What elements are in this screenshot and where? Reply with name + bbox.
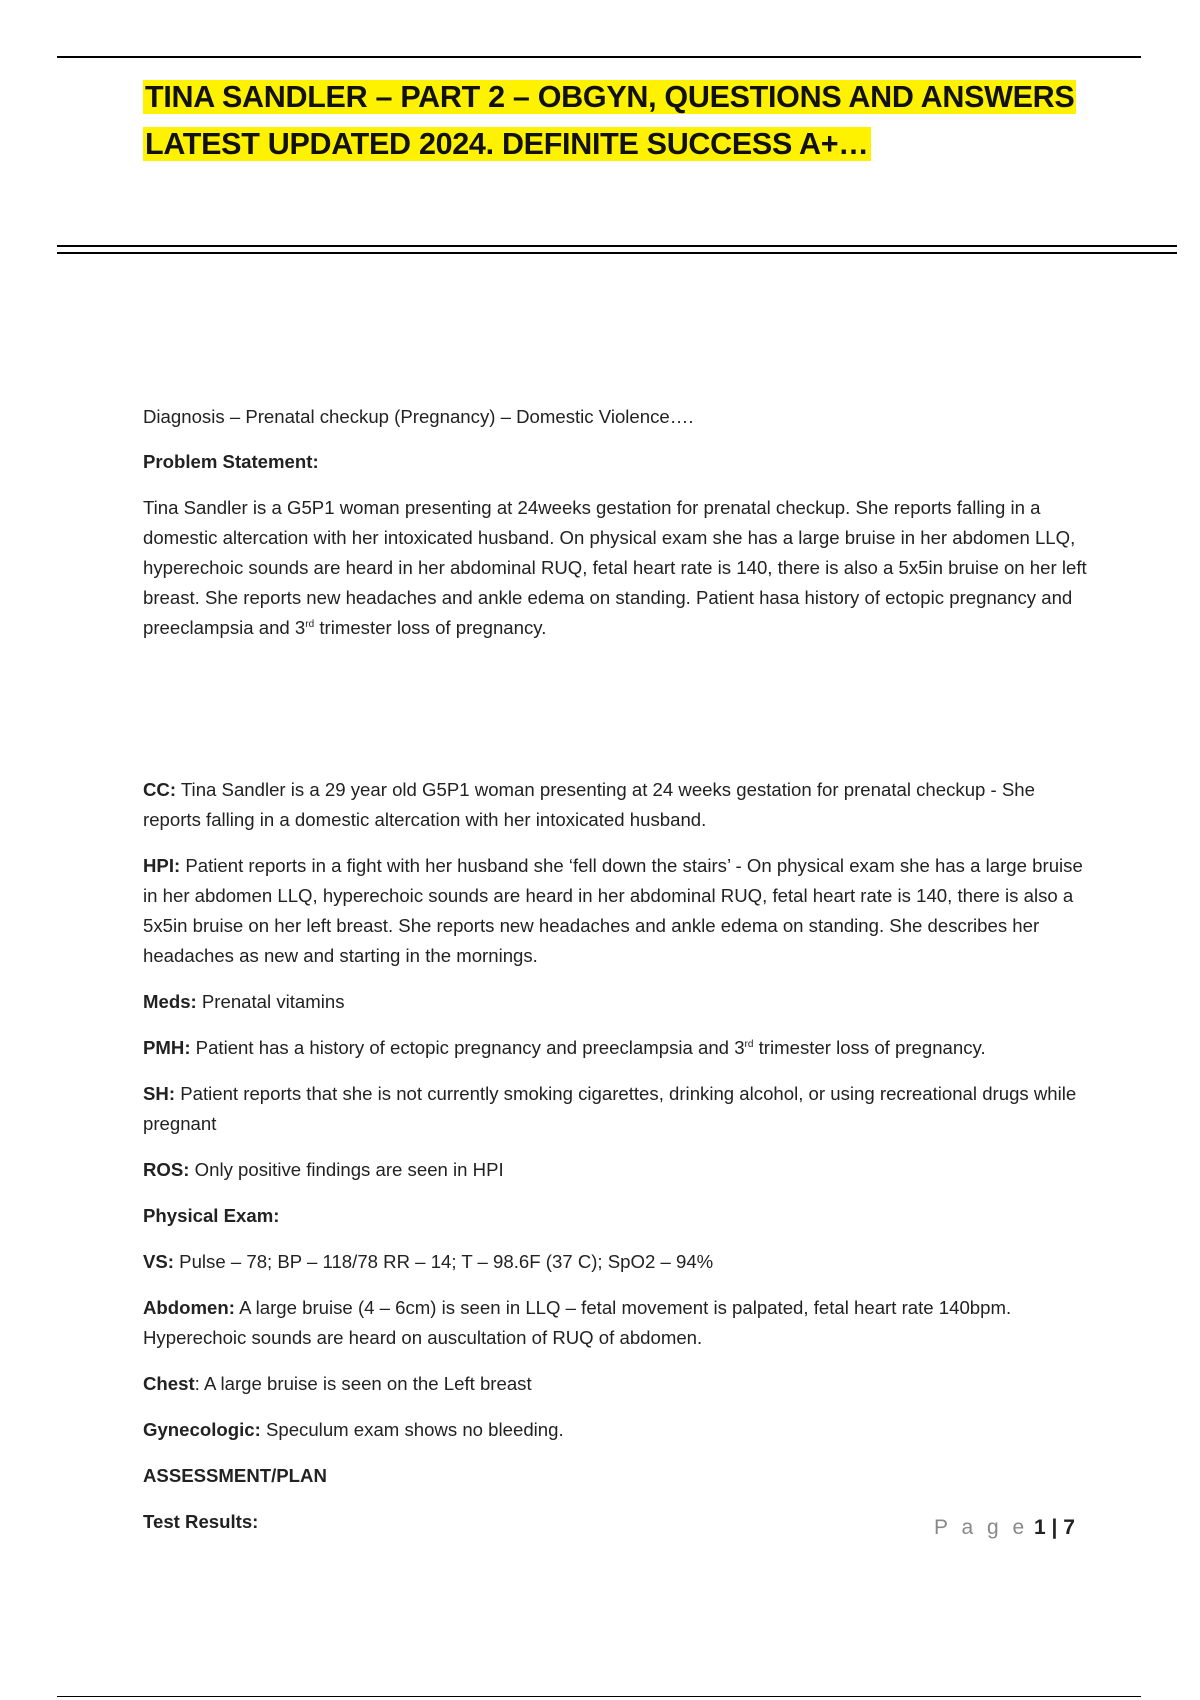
double-rule-bottom <box>57 252 1177 254</box>
top-rule <box>57 56 1141 58</box>
vs-paragraph <box>143 1247 1088 1277</box>
sh-paragraph <box>143 1079 1088 1139</box>
page-footer <box>934 1516 1075 1540</box>
superscript: rd <box>305 618 315 630</box>
cc-label: CC: <box>143 779 177 800</box>
meds-text: Prenatal vitamins <box>196 991 345 1012</box>
title-line-1: TINA SANDLER – PART 2 – OBGYN, QUESTIONS AND ANSWERS <box>145 80 1075 114</box>
document-title <box>143 74 1103 168</box>
gynecologic-label: Gynecologic: <box>143 1419 261 1440</box>
page-number: 1 | 7 <box>1034 1516 1075 1539</box>
gynecologic-paragraph <box>143 1415 1088 1445</box>
double-rule-top <box>57 245 1177 247</box>
problem-statement-text <box>143 493 1088 643</box>
hpi-label: HPI: <box>143 855 181 876</box>
ros-paragraph <box>143 1155 1088 1185</box>
physical-exam-heading: Physical Exam: <box>143 1205 280 1226</box>
document-body <box>143 402 1088 1537</box>
assessment-plan-heading: ASSESSMENT/PLAN <box>143 1465 327 1486</box>
ros-text: Only positive findings are seen in HPI <box>189 1159 504 1180</box>
pmh-paragraph <box>143 1033 1088 1063</box>
pmh-label: PMH: <box>143 1037 191 1058</box>
cc-text: Tina Sandler is a 29 year old G5P1 woman presenting at 24 weeks gestation for prenatal checkup - She reports falling in a domestic altercation with her intoxicated husband. <box>143 779 1035 830</box>
pmh-tail: trimester loss of pregnancy. <box>753 1037 986 1058</box>
problem-statement-heading: Problem Statement: <box>143 451 319 472</box>
hpi-text: Patient reports in a fight with her husband she ‘fell down the stairs’ - On physical exam she has a large bruise in her abdomen LLQ, hyperechoic sounds are heard in her abdominal RUQ, fetal heart rate is 140, there is also a 5x5in bruise on her left breast. She reports new headaches and ankle edema on standing. She describes her headaches as new and starting in the mornings. <box>143 855 1083 966</box>
problem-statement-body: Tina Sandler is a G5P1 woman presenting at 24weeks gestation for prenatal checkup. She reports falling in a domestic altercation with her intoxicated husband. On physical exam she has a large bruise in her abdomen LLQ, hyperechoic sounds are heard in her abdominal RUQ, fetal heart rate is 140, there is also a 5x5in bruise on her left breast. She reports new headaches and ankle edema on standing. Patient hasa history of ectopic pregnancy and preeclampsia and 3 <box>143 497 1087 638</box>
ros-label: ROS: <box>143 1159 190 1180</box>
abdomen-paragraph <box>143 1293 1088 1353</box>
bottom-rule <box>57 1696 1141 1697</box>
title-line-2: LATEST UPDATED 2024. DEFINITE SUCCESS A+… <box>145 127 869 161</box>
chest-label: Chest <box>143 1373 195 1394</box>
meds-paragraph <box>143 987 1088 1017</box>
vs-label: VS: <box>143 1251 174 1272</box>
test-results-heading: Test Results: <box>143 1511 259 1532</box>
superscript: rd <box>744 1038 754 1050</box>
gynecologic-text: Speculum exam shows no bleeding. <box>260 1419 564 1440</box>
meds-label: Meds: <box>143 991 197 1012</box>
chest-paragraph <box>143 1369 1088 1399</box>
sh-text: Patient reports that she is not currently smoking cigarettes, drinking alcohol, or using recreational drugs while pregnant <box>143 1083 1077 1134</box>
sh-label: SH: <box>143 1083 176 1104</box>
pmh-text: Patient has a history of ectopic pregnancy and preeclampsia and 3 <box>190 1037 745 1058</box>
abdomen-label: Abdomen: <box>143 1297 235 1318</box>
abdomen-text: A large bruise (4 – 6cm) is seen in LLQ – fetal movement is palpated, fetal heart rate 140bpm. Hyperechoic sounds are heard on auscultation of RUQ of abdomen. <box>143 1297 1012 1348</box>
hpi-paragraph <box>143 851 1088 971</box>
page-label: P a g e <box>934 1516 1029 1539</box>
cc-paragraph <box>143 775 1088 835</box>
diagnosis-line: Diagnosis – Prenatal checkup (Pregnancy) – Domestic Violence…. <box>143 406 694 427</box>
problem-statement-tail: trimester loss of pregnancy. <box>314 617 547 638</box>
chest-text: : A large bruise is seen on the Left breast <box>194 1373 532 1394</box>
vs-text: Pulse – 78; BP – 118/78 RR – 14; T – 98.6F (37 C); SpO2 – 94% <box>174 1251 714 1272</box>
